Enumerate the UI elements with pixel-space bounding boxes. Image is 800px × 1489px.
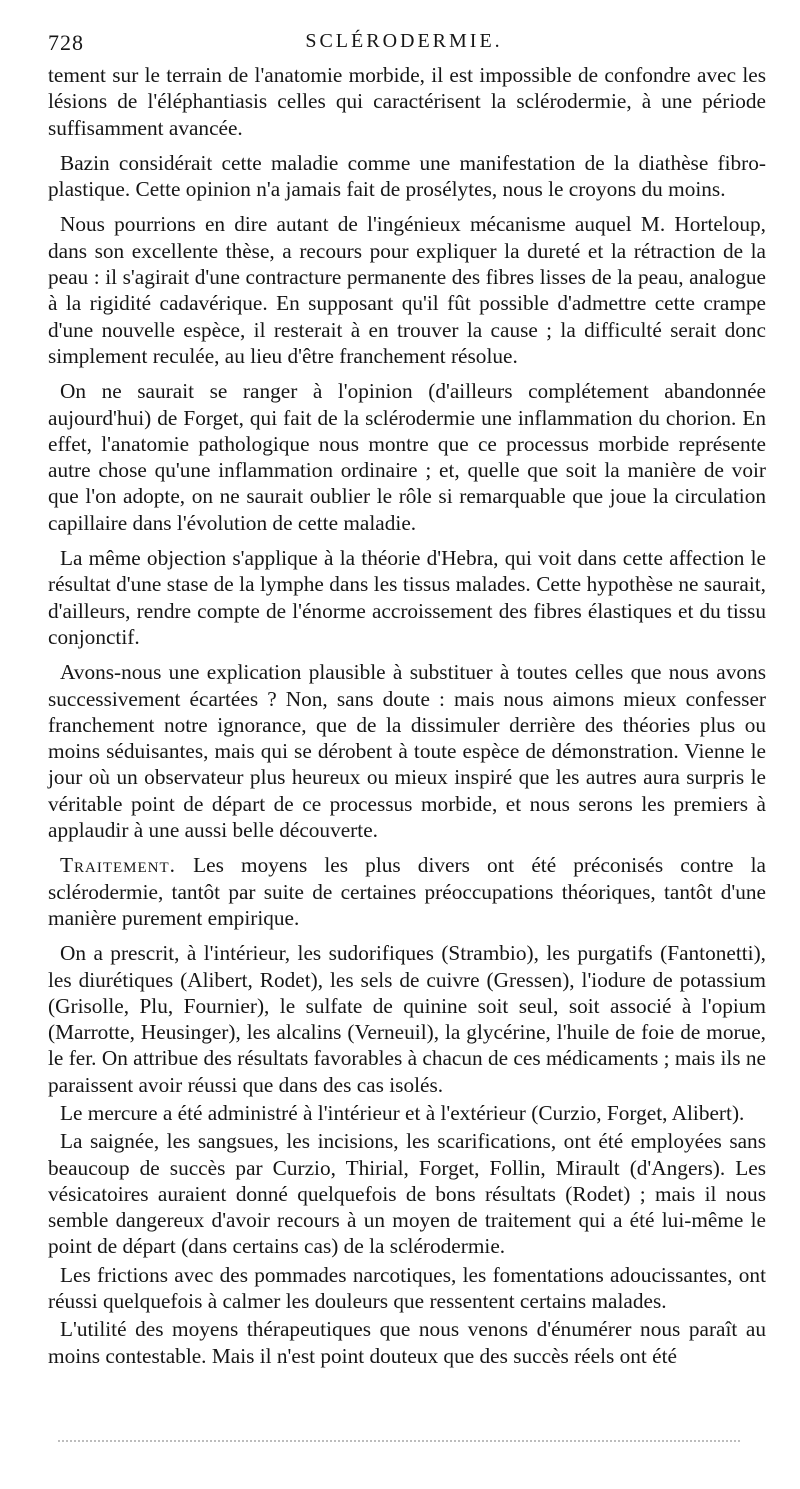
body-text: [48, 62, 766, 1371]
paragraph-text: Les frictions avec des pommades narcotiques, les fomentations adoucissantes, ont réussi quelquefois à calmer les douleurs que ressentent certains malades.: [48, 1262, 766, 1314]
section-heading: Traitement.: [60, 853, 176, 878]
paragraph: [48, 1128, 766, 1259]
paragraph-text: On ne saurait se ranger à l'opinion (d'ailleurs complétement abandonnée aujourd'hui) de Forget, qui fait de la sclérodermie une inflammation du chorion. En effet, l'anatomie pathologique nous montre que ce processus morbide représente autre chose qu'une inflammation ordinaire ; et, quelle que soit la manière de voir que l'on adopte, on ne saurait oublier le rôle si remarquable que joue la circulation capillaire dans l'évolution de cette maladie.: [48, 379, 766, 535]
paragraph: [48, 545, 766, 650]
paragraph: [48, 378, 766, 536]
paragraph: [48, 1316, 766, 1369]
paragraph-text: Les moyens les plus divers ont été préconisés contre la sclérodermie, tantôt par suite de certaines préoccupations théoriques, tantôt d'une manière purement empirique.: [48, 853, 766, 930]
paragraph-text: tement sur le terrain de l'anatomie morbide, il est impossible de confondre avec les lésions de l'éléphantiasis celles qui caractérisent la sclérodermie, à une période suffisamment avancée.: [48, 63, 766, 140]
page-number: 728: [48, 30, 84, 55]
paragraph: [48, 1262, 766, 1315]
paragraph-text: Le mercure a été administré à l'intérieur et à l'extérieur (Curzio, Forget, Alibert).: [60, 1100, 745, 1125]
paragraph-text: Bazin considérait cette maladie comme une manifestation de la diathèse fibro-plastique. Cette opinion n'a jamais fait de prosélytes, nous le croyons du moins.: [48, 150, 766, 202]
paragraph: [48, 211, 766, 369]
paragraph-text: On a prescrit, à l'intérieur, les sudorifiques (Strambio), les purgatifs (Fantonetti), les diurétiques (Alibert, Rodet), les sels de cuivre (Gressen), l'iodure de potassium (Grisolle, Plu, Fournier), le sulfate de quinine soit seul, soit associé à l'opium (Marrotte, Heusinger), les alcalins (Verneuil), la glycérine, l'huile de foie de morue, le fer. On attribue des résultats favorables à chacun de ces médicaments ; mais ils ne paraissent avoir réussi que dans des cas isolés.: [48, 941, 766, 1097]
running-title: SCLÉRODERMIE.: [305, 30, 503, 52]
paragraph-text: Avons-nous une explication plausible à substituer à toutes celles que nous avons successivement écartées ? Non, sans doute : mais nous aimons mieux confesser franchement notre ignorance, que de la dissimuler derrière des théories plus ou moins séduisantes, mais qui se dérobent à toute espèce de démonstration. Vienne le jour où un observateur plus heureux ou mieux inspiré que les autres aura surpris le véritable point de départ de ce processus morbide, et nous serons les premiers à applaudir à une aussi belle découverte.: [48, 660, 766, 843]
paragraph: [48, 659, 766, 843]
paragraph: [48, 1100, 766, 1126]
paragraph-text: L'utilité des moyens thérapeutiques que nous venons d'énumérer nous paraît au moins contestable. Mais il n'est point douteux que des succès réels ont été: [48, 1317, 766, 1368]
bottom-divider: [58, 1440, 740, 1442]
paragraph-text: Nous pourrions en dire autant de l'ingénieux mécanisme auquel M. Horteloup, dans son excellente thèse, a recours pour expliquer la dureté et la rétraction de la peau : il s'agirait d'une contracture permanente des fibres lisses de la peau, analogue à la rigidité cadavérique. En supposant qu'il fût possible d'admettre cette crampe d'une nouvelle espèce, il resterait à en trouver la cause ; la difficulté serait donc simplement reculée, au lieu d'être franchement résolue.: [48, 212, 766, 368]
paragraph: [48, 852, 766, 931]
paragraph-text: La saignée, les sangsues, les incisions, les scarifications, ont été employées sans beaucoup de succès par Curzio, Thirial, Forget, Follin, Mirault (d'Angers). Les vésicatoires auraient donné quelquefois de bons résultats (Rodet) ; mais il nous semble dangereux d'avoir recours à un moyen de traitement qui a été lui-même le point de départ (dans certains cas) de la sclérodermie.: [48, 1129, 766, 1259]
paragraph: [48, 940, 766, 1098]
paragraph-text: La même objection s'applique à la théorie d'Hebra, qui voit dans cette affection le résultat d'une stase de la lymphe dans les tissus malades. Cette hypothèse ne saurait, d'ailleurs, rendre compte de l'énorme accroissement des fibres élastiques et du tissu conjonctif.: [48, 546, 766, 649]
paragraph: [48, 150, 766, 203]
page-header: [48, 30, 760, 64]
paragraph: [48, 62, 766, 141]
